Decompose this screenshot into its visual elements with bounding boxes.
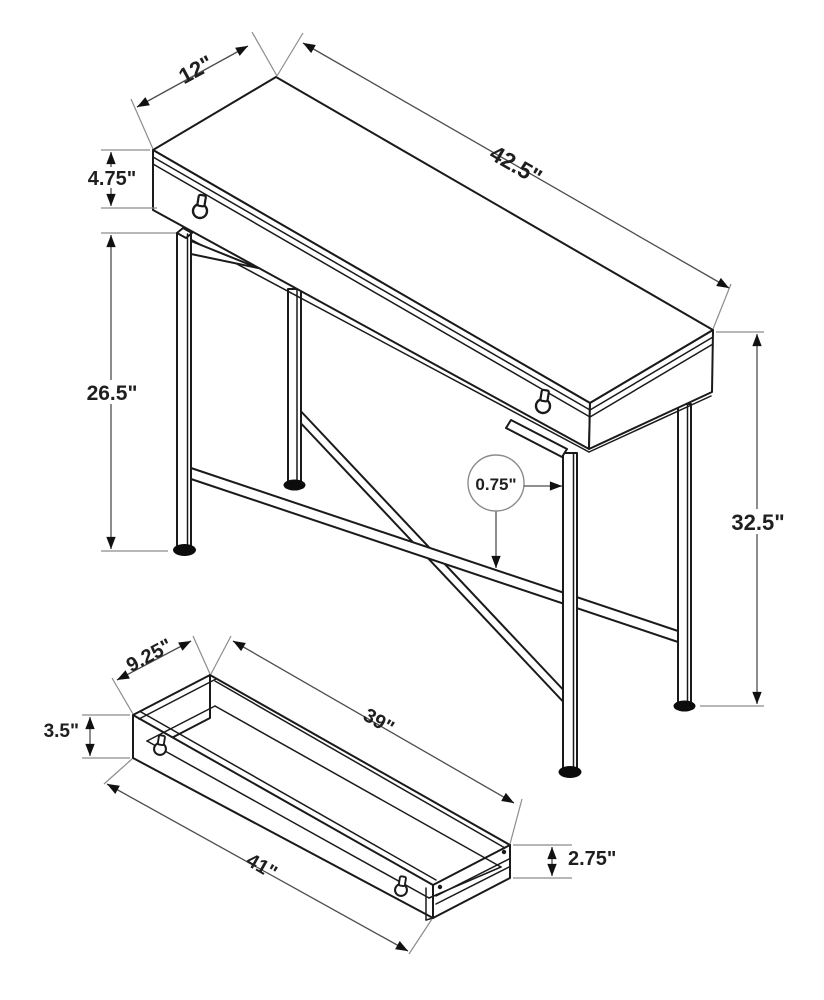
dim-overall-height [700,332,788,706]
dim-drawer-side-height [513,845,616,878]
dim-label-drawer-inner-length: 39" [359,704,398,740]
table-drawing [84,32,788,778]
cross-brace-shallow [185,466,684,644]
drawer-drawing [44,635,617,954]
table-leg-front-right [559,453,582,778]
dim-label-overall-height: 32.5" [731,510,785,535]
dim-drawer-front-height [44,715,130,758]
dim-label-tube-thickness: 0.75" [475,475,517,494]
dim-apron-height [86,150,157,208]
drawer-body [133,675,510,920]
dim-label-apron-height: 4.75" [87,168,137,190]
table-leg-back-right [674,404,696,712]
table-leg-back-left [284,289,306,491]
table-leg-front-left [173,228,196,556]
dim-tube-thickness-callout [468,455,562,568]
dim-label-drawer-side-height: 2.75" [568,848,617,870]
dim-label-top-depth: 12" [174,50,218,89]
dim-label-top-length: 42.5" [485,139,547,191]
dim-underside-clearance [84,233,176,551]
dim-label-drawer-front-height: 3.5" [43,721,79,742]
dim-label-drawer-outer-length: 41" [242,849,281,885]
rail-screw-dot [438,885,442,889]
dim-label-drawer-depth: 9.25" [122,634,177,677]
dim-label-underside-clearance: 26.5" [86,382,138,405]
rail-screw-dot [502,850,506,854]
